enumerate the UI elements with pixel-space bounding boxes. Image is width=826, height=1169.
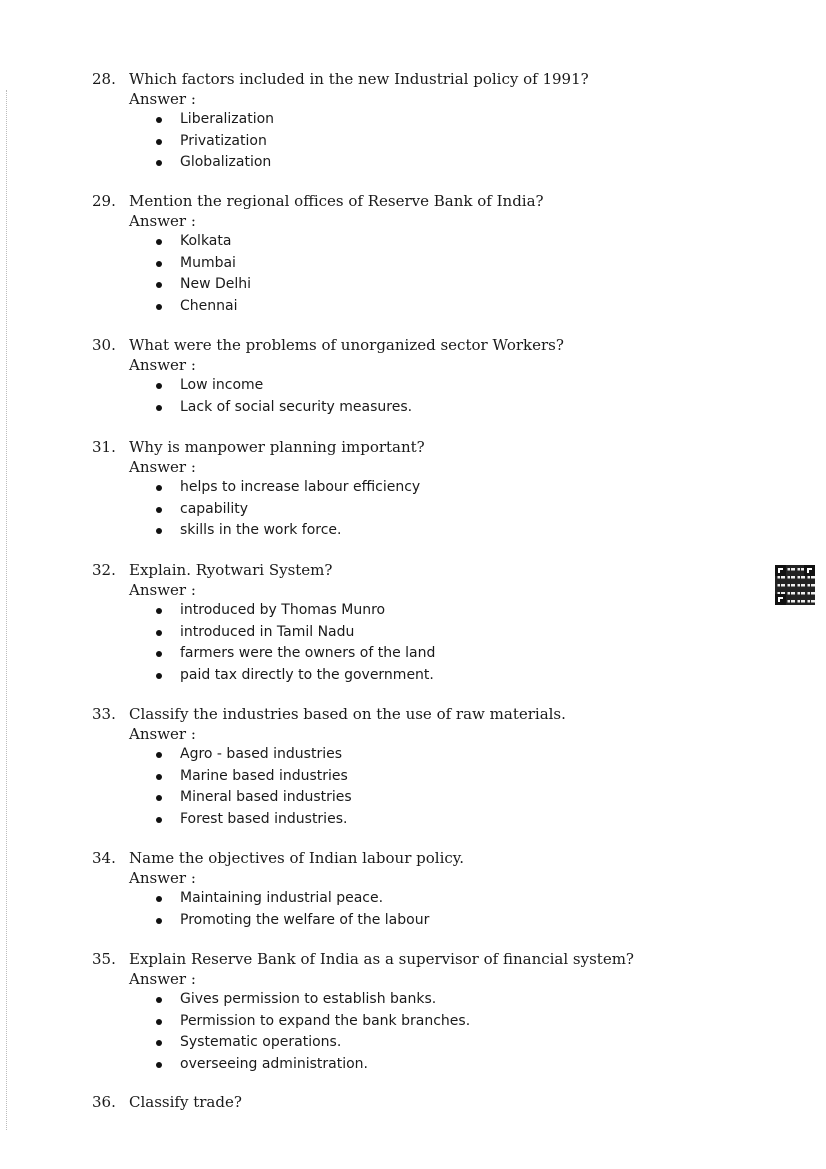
question-text: What were the problems of unorganized sector Workers? — [129, 336, 564, 354]
question-text: Classify trade? — [129, 1093, 242, 1111]
answer-point: overseeing administration. — [92, 1054, 752, 1076]
answer-point: Forest based industries. — [92, 809, 752, 831]
answer-point: farmers were the owners of the land — [92, 643, 752, 665]
answer-point: Globalization — [92, 152, 752, 174]
answer-point: skills in the work force. — [92, 520, 752, 542]
answer-label: Answer : — [129, 356, 196, 374]
answer-point: Privatization — [92, 131, 752, 153]
question-29 — [92, 191, 752, 317]
answer-point: Mineral based industries — [92, 787, 752, 809]
question-line — [92, 1092, 752, 1112]
question-35 — [92, 949, 752, 1075]
qr-finder-icon — [804, 565, 815, 576]
answer-list — [92, 231, 752, 317]
question-line — [92, 949, 752, 969]
answer-point: Kolkata — [92, 231, 752, 253]
answer-label: Answer : — [129, 970, 196, 988]
question-number: 31. — [92, 438, 116, 456]
qr-finder-icon — [775, 565, 786, 576]
question-number: 28. — [92, 70, 116, 88]
answer-point: introduced by Thomas Munro — [92, 600, 752, 622]
scan-edge-marks — [6, 90, 7, 1130]
answer-list — [92, 989, 752, 1075]
qr-code-icon — [775, 565, 815, 605]
answer-point: introduced in Tamil Nadu — [92, 622, 752, 644]
question-line — [92, 191, 752, 211]
answer-label: Answer : — [129, 458, 196, 476]
question-text: Classify the industries based on the use of raw materials. — [129, 705, 566, 723]
question-32 — [92, 560, 752, 686]
question-text: Name the objectives of Indian labour policy. — [129, 849, 465, 867]
answer-label: Answer : — [129, 869, 196, 887]
question-number: 35. — [92, 950, 116, 968]
question-line — [92, 848, 752, 868]
answer-label: Answer : — [129, 581, 196, 599]
question-text: Explain Reserve Bank of India as a supervisor of financial system? — [129, 950, 634, 968]
question-line — [92, 560, 752, 580]
question-line — [92, 335, 752, 355]
answer-list — [92, 109, 752, 174]
answer-point: helps to increase labour efficiency — [92, 477, 752, 499]
answer-point: New Delhi — [92, 274, 752, 296]
answer-label: Answer : — [129, 212, 196, 230]
answer-list — [92, 375, 752, 418]
answer-label: Answer : — [129, 725, 196, 743]
answer-point: paid tax directly to the government. — [92, 665, 752, 687]
answer-point: capability — [92, 499, 752, 521]
question-number: 29. — [92, 192, 116, 210]
answer-list — [92, 477, 752, 542]
answer-point: Agro - based industries — [92, 744, 752, 766]
question-36 — [92, 1092, 752, 1112]
answer-list — [92, 888, 752, 931]
question-line — [92, 704, 752, 724]
question-text: Why is manpower planning important? — [129, 438, 425, 456]
question-text: Explain. Ryotwari System? — [129, 561, 333, 579]
question-number: 36. — [92, 1093, 116, 1111]
answer-point: Gives permission to establish banks. — [92, 989, 752, 1011]
question-number: 32. — [92, 561, 116, 579]
answer-point: Mumbai — [92, 253, 752, 275]
question-31 — [92, 437, 752, 542]
question-line — [92, 69, 752, 89]
answer-point: Permission to expand the bank branches. — [92, 1011, 752, 1033]
question-number: 34. — [92, 849, 116, 867]
question-text: Which factors included in the new Industrial policy of 1991? — [129, 70, 589, 88]
answer-point: Low income — [92, 375, 752, 397]
question-28 — [92, 69, 752, 174]
question-line — [92, 437, 752, 457]
answer-point: Marine based industries — [92, 766, 752, 788]
answer-point: Maintaining industrial peace. — [92, 888, 752, 910]
answer-list — [92, 600, 752, 686]
question-33 — [92, 704, 752, 830]
answer-point: Promoting the welfare of the labour — [92, 910, 752, 932]
answer-list — [92, 744, 752, 830]
question-30 — [92, 335, 752, 418]
answer-point: Chennai — [92, 296, 752, 318]
answer-point: Liberalization — [92, 109, 752, 131]
question-34 — [92, 848, 752, 931]
question-number: 33. — [92, 705, 116, 723]
question-text: Mention the regional offices of Reserve Bank of India? — [129, 192, 544, 210]
answer-point: Lack of social security measures. — [92, 397, 752, 419]
answer-label: Answer : — [129, 90, 196, 108]
question-number: 30. — [92, 336, 116, 354]
answer-point: Systematic operations. — [92, 1032, 752, 1054]
qr-finder-icon — [775, 594, 786, 605]
